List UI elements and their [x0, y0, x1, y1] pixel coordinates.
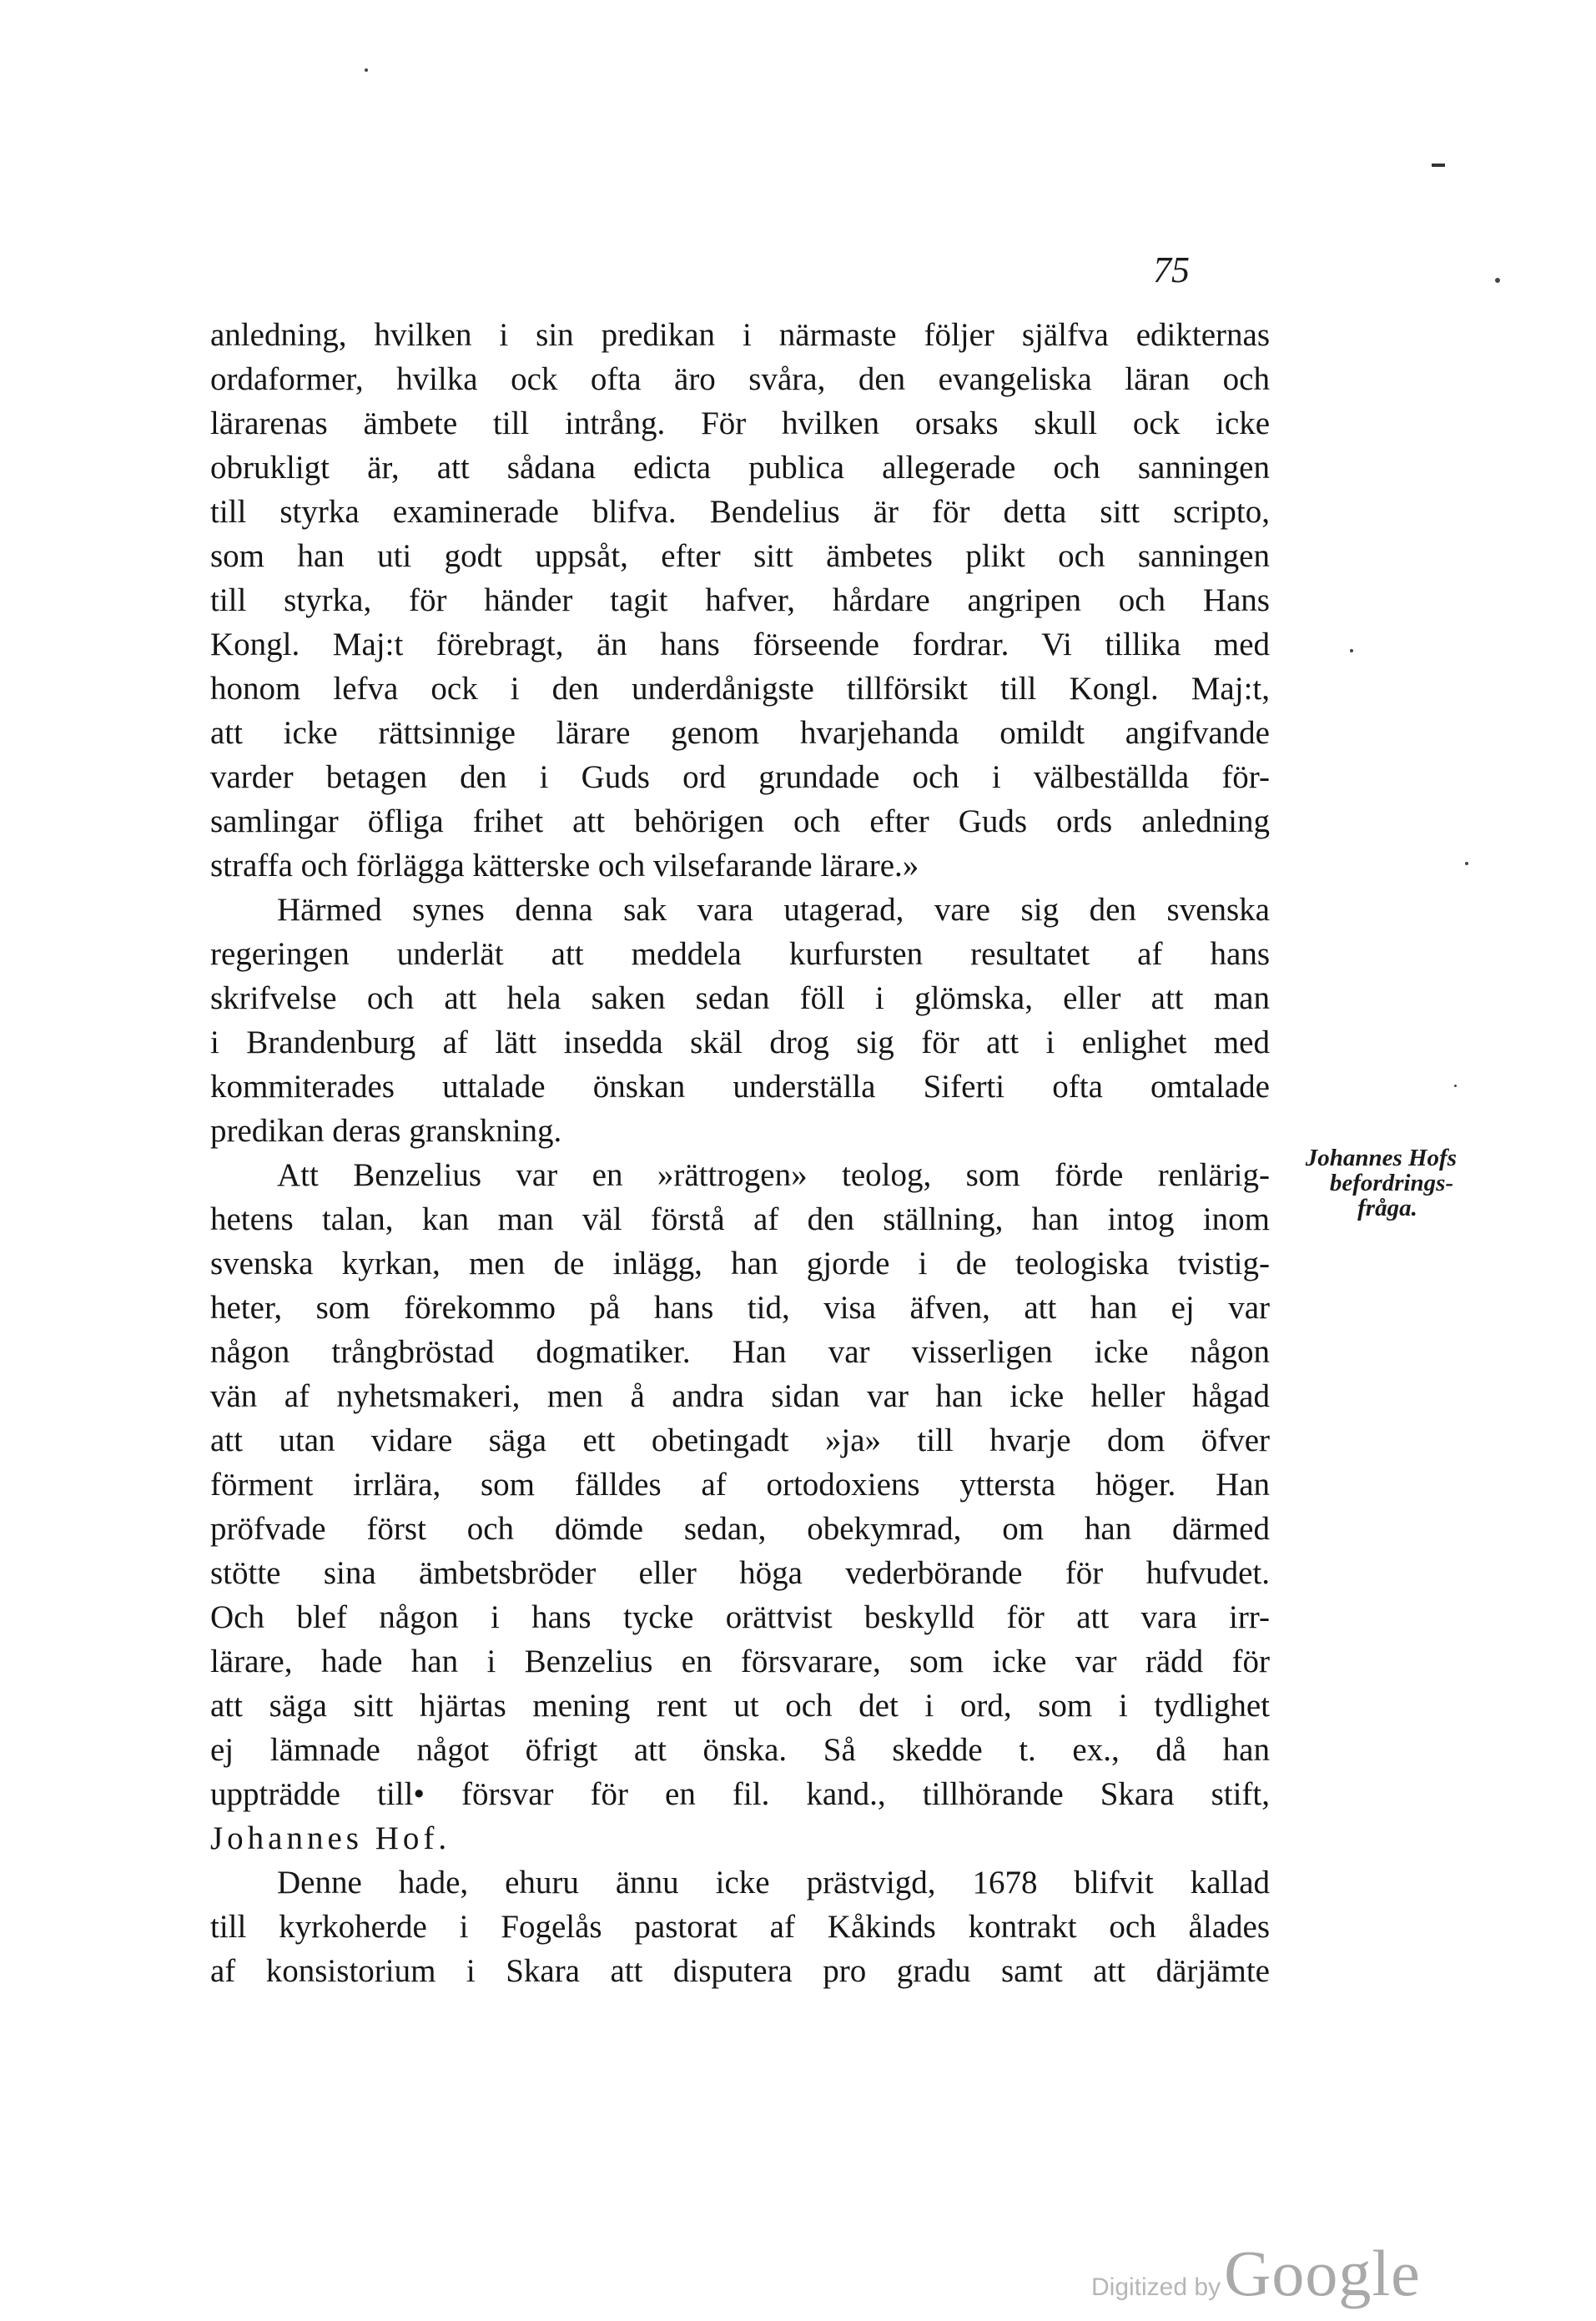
- page-number: 75: [1153, 249, 1190, 290]
- margin-note-line: befordrings-: [1329, 1170, 1454, 1196]
- margin-note-line: fråga.: [1357, 1195, 1417, 1221]
- text-line: ordaformer, hvilka ock ofta äro svåra, den evangeliska läran och: [210, 361, 1270, 397]
- text-line: att utan vidare säga ett obetingadt »ja» till hvarje dom öfver: [210, 1422, 1270, 1458]
- text-line: förment irrlära, som fälldes af ortodoxiens yttersta höger. Han: [210, 1467, 1270, 1503]
- scan-speck: [1465, 862, 1468, 865]
- text-line: som han uti godt uppsåt, efter sitt ämbetes plikt och sanningen: [210, 538, 1270, 574]
- text-line: kommiterades uttalade önskan underställa Siferti ofta omtalade: [210, 1069, 1270, 1105]
- text-line: uppträdde till• försvar för en fil. kand., tillhörande Skara stift,: [210, 1776, 1270, 1812]
- text-line: heter, som förekommo på hans tid, visa äfven, att han ej var: [210, 1290, 1270, 1326]
- text-line: Denne hade, ehuru ännu icke prästvigd, 1678 blifvit kallad: [277, 1865, 1270, 1901]
- text-line: Kongl. Maj:t förebragt, än hans förseende fordrar. Vi tillika med: [210, 627, 1270, 662]
- text-line: ej lämnade något öfrigt att önska. Så skedde t. ex., då han: [210, 1732, 1270, 1768]
- text-line: stötte sina ämbetsbröder eller höga vederbörande för hufvudet.: [210, 1555, 1270, 1591]
- scan-speck: [365, 68, 368, 72]
- text-line: lärare, hade han i Benzelius en försvarare, som icke var rädd för: [210, 1644, 1270, 1679]
- margin-note: [1291, 1145, 1458, 1221]
- text-line: obrukligt är, att sådana edicta publica allegerade och sanningen: [210, 450, 1270, 486]
- text-line: varder betagen den i Guds ord grundade och i välbeställda för-: [210, 759, 1270, 795]
- text-line: skrifvelse och att hela saken sedan föll i glömska, eller att man: [210, 980, 1270, 1016]
- scan-mark: [1432, 164, 1445, 167]
- text-line: någon trångbröstad dogmatiker. Han var visserligen icke någon: [210, 1334, 1270, 1370]
- digitized-label: Digitized by: [1091, 2273, 1221, 2301]
- text-line: Johannes Hof.: [210, 1820, 451, 1856]
- text-line: Och blef någon i hans tycke orättvist beskylld för att vara irr-: [210, 1599, 1270, 1635]
- text-line: samlingar öfliga frihet att behörigen och efter Guds ords anledning: [210, 803, 1270, 839]
- text-line: regeringen underlät att meddela kurfursten resultatet af hans: [210, 936, 1270, 972]
- text-line: Att Benzelius var en »rättrogen» teolog, som förde renlärig-: [277, 1157, 1270, 1193]
- text-line: pröfvade först och dömde sedan, obekymrad, om han därmed: [210, 1511, 1270, 1547]
- text-line: Härmed synes denna sak vara utagerad, vare sig den svenska: [277, 892, 1270, 928]
- text-line: predikan deras granskning.: [210, 1113, 562, 1149]
- body-text: [210, 313, 1270, 1993]
- scan-speck: [1454, 1085, 1457, 1087]
- text-line: att icke rättsinnige lärare genom hvarjehanda omildt angifvande: [210, 715, 1270, 751]
- text-line: i Brandenburg af lätt insedda skäl drog sig för att i enlighet med: [210, 1025, 1270, 1060]
- scan-speck: [1350, 649, 1353, 652]
- text-line: till kyrkoherde i Fogelås pastorat af Kåkinds kontrakt och ålades: [210, 1909, 1270, 1945]
- scan-speck: [1495, 278, 1500, 283]
- digitized-watermark: [1091, 2236, 1421, 2311]
- text-line: att säga sitt hjärtas mening rent ut och det i ord, som i tydlighet: [210, 1688, 1270, 1724]
- text-line: af konsistorium i Skara att disputera pro gradu samt att därjämte: [210, 1953, 1270, 1989]
- text-line: honom lefva ock i den underdånigste tillförsikt till Kongl. Maj:t,: [210, 671, 1270, 707]
- text-line: till styrka, för händer tagit hafver, hårdare angripen och Hans: [210, 582, 1270, 618]
- text-line: till styrka examinerade blifva. Bendelius är för detta sitt scripto,: [210, 494, 1270, 530]
- text-line: lärarenas ämbete till intrång. För hvilken orsaks skull ock icke: [210, 405, 1270, 441]
- text-line: straffa och förlägga kätterske och vilsefarande lärare.»: [210, 848, 919, 884]
- google-logo: Google: [1224, 2237, 1421, 2309]
- text-line: vän af nyhetsmakeri, men å andra sidan var han icke heller hågad: [210, 1378, 1270, 1414]
- text-line: hetens talan, kan man väl förstå af den ställning, han intog inom: [210, 1201, 1270, 1237]
- text-line: svenska kyrkan, men de inlägg, han gjorde i de teologiska tvistig-: [210, 1246, 1270, 1281]
- margin-note-line: Johannes Hofs: [1305, 1145, 1457, 1171]
- text-line: anledning, hvilken i sin predikan i närmaste följer själfva edikternas: [210, 317, 1270, 353]
